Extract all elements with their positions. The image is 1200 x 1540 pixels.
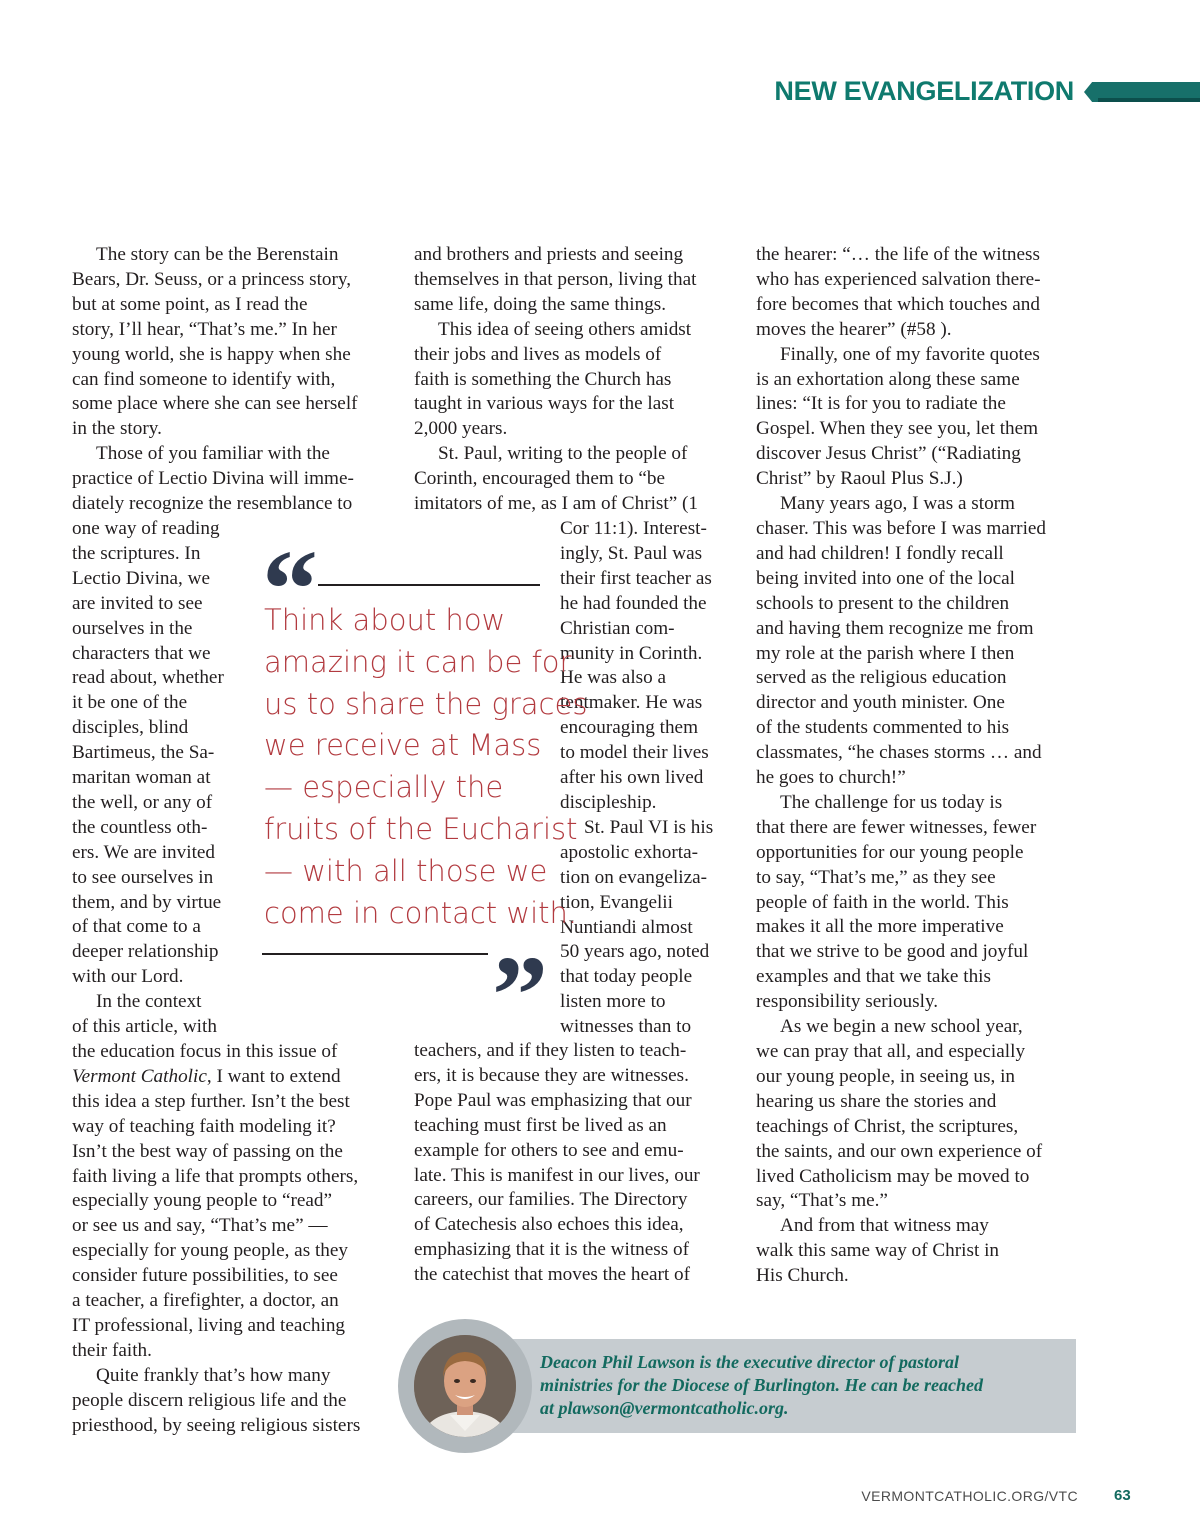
col2-line: imitators of me, as I am of Christ” (1 xyxy=(414,493,699,515)
col1-line: are invited to see xyxy=(72,592,203,614)
pull-quote xyxy=(264,600,587,934)
col1-line: In the context xyxy=(96,991,202,1013)
col2-line: same life, doing the same things. xyxy=(414,293,667,315)
col2-line: munity in Corinth. xyxy=(560,642,703,664)
col2-line: taught in various ways for the last xyxy=(414,393,675,415)
column-2-top xyxy=(414,243,698,517)
col1-line: in the story. xyxy=(72,418,162,440)
col1-line: the countless oth- xyxy=(72,816,208,838)
col1-line: Bears, Dr. Seuss, or a princess story, xyxy=(72,268,352,290)
col1-line: with our Lord. xyxy=(72,966,184,988)
col3-line: Many years ago, I was a storm xyxy=(780,493,1015,515)
col3-line: examples and that we take this xyxy=(756,966,991,988)
col3-line: lived Catholicism may be moved to xyxy=(756,1165,1030,1187)
col3-line: teachings of Christ, the scriptures, xyxy=(756,1115,1019,1137)
col2-line: teachers, and if they listen to teach- xyxy=(414,1040,687,1061)
col3-line: Finally, one of my favorite quotes xyxy=(780,343,1040,365)
section-tab-decoration xyxy=(1084,82,1200,102)
col3-line: that there are fewer witnesses, fewer xyxy=(756,816,1037,838)
author-bio-line: ministries for the Diocese of Burlington. He can be reached xyxy=(540,1375,983,1395)
col2-line: He was also a xyxy=(560,667,667,689)
col3-line: As we begin a new school year, xyxy=(780,1016,1023,1038)
col2-line: Nuntiandi almost xyxy=(560,916,693,938)
col1-line: of this article, with xyxy=(72,1016,217,1038)
pull-quote-line: Think about how xyxy=(264,603,506,637)
col1-line: the well, or any of xyxy=(72,791,213,813)
col3-line: he goes to church!” xyxy=(756,767,906,789)
col3-line: classmates, “he chases storms … and xyxy=(756,742,1042,764)
author-bio xyxy=(540,1351,983,1420)
col1-line: ers. We are invited xyxy=(72,841,216,863)
col3-line: hearing us share the stories and xyxy=(756,1090,997,1112)
col3-line: who has experienced salvation there- xyxy=(756,268,1041,290)
col2-line: their jobs and lives as models of xyxy=(414,343,662,365)
col2-line: teaching must first be lived as an xyxy=(414,1114,667,1136)
col3-line: director and youth minister. One xyxy=(756,692,1005,714)
col1-line: a teacher, a firefighter, a doctor, an xyxy=(72,1290,339,1312)
col1-line: story, I’ll hear, “That’s me.” In her xyxy=(72,318,337,340)
col2-line: he had founded the xyxy=(560,592,707,614)
col2-line: careers, our families. The Directory xyxy=(414,1189,688,1211)
pull-quote-line: us to share the graces xyxy=(264,686,588,721)
section-title: NEW EVANGELIZATION xyxy=(774,76,1074,106)
col3-line: Christ” by Raoul Plus S.J.) xyxy=(756,468,963,490)
col2-line: themselves in that person, living that xyxy=(414,268,697,290)
pull-quote-line: fruits of the Eucharist xyxy=(264,811,578,846)
col2-line: and brothers and priests and seeing xyxy=(414,244,684,265)
pull-quote-line: we receive at Mass xyxy=(264,728,542,763)
col2-line: ers, it is because they are witnesses. xyxy=(414,1064,689,1086)
col2-line: Cor 11:1). Interest- xyxy=(560,518,707,539)
pull-quote-rule-top xyxy=(318,584,540,586)
col3-line: walk this same way of Christ in xyxy=(756,1240,1000,1262)
col2-line: listen more to xyxy=(560,991,666,1013)
col1-line: the scriptures. In xyxy=(72,542,201,564)
pull-quote-line: amazing it can be for xyxy=(264,644,572,679)
col1-line: especially for young people, as they xyxy=(72,1240,348,1262)
col3-line: of the students commented to his xyxy=(756,717,1010,739)
col1-line: IT professional, living and teaching xyxy=(72,1314,346,1336)
col3-line: and having them recognize me from xyxy=(756,617,1034,639)
col2-line: the catechist that moves the heart of xyxy=(414,1264,690,1286)
col1-line: Those of you familiar with the xyxy=(96,443,330,465)
col2-line: tentmaker. He was xyxy=(560,692,703,714)
col1-line: their faith. xyxy=(72,1339,152,1361)
col3-line: fore becomes that which touches and xyxy=(756,293,1040,315)
col1-line: maritan woman at xyxy=(72,767,211,789)
col1-line: to see ourselves in xyxy=(72,866,214,888)
col3-line: say, “That’s me.” xyxy=(756,1190,888,1212)
col1-line: them, and by virtue xyxy=(72,891,222,913)
col3-line: chaser. This was before I was married xyxy=(756,517,1047,539)
footer-website: VERMONTCATHOLIC.ORG/VTC xyxy=(861,1488,1078,1504)
col2-line: to model their lives xyxy=(560,742,709,764)
col3-line: is an exhortation along these same xyxy=(756,368,1020,390)
col2-line: of Catechesis also echoes this idea, xyxy=(414,1214,684,1236)
col1-line: young world, she is happy when she xyxy=(72,343,351,365)
col3-line: my role at the parish where I then xyxy=(756,642,1015,664)
col1-line: Vermont Catholic, I want to extend xyxy=(72,1065,341,1087)
col3-line: the hearer: “… the life of the witness xyxy=(756,244,1040,265)
col1-line: deeper relationship xyxy=(72,941,219,963)
col3-line: makes it all the more imperative xyxy=(756,916,1004,938)
col2-line: their first teacher as xyxy=(560,567,712,589)
col1-line: faith living a life that prompts others, xyxy=(72,1165,359,1187)
col3-line: Gospel. When they see you, let them xyxy=(756,418,1039,440)
author-bio-line: Deacon Phil Lawson is the executive director of pastoral xyxy=(540,1352,959,1372)
publication-title: Vermont Catholic xyxy=(72,1065,207,1087)
col1-line: characters that we xyxy=(72,642,211,664)
col3-line: The challenge for us today is xyxy=(780,791,1003,813)
col1-line: people discern religious life and the xyxy=(72,1389,347,1411)
col3-line: people of faith in the world. This xyxy=(756,891,1009,913)
col3-line: being invited into one of the local xyxy=(756,567,1015,589)
col2-line: late. This is manifest in our lives, our xyxy=(414,1164,700,1186)
col1-line: diately recognize the resemblance to xyxy=(72,493,353,515)
col3-line: moves the hearer” (#58 ). xyxy=(756,318,952,340)
col1-line: way of teaching faith modeling it? xyxy=(72,1115,336,1137)
col2-line: that today people xyxy=(560,966,693,988)
col1-line: practice of Lectio Divina will imme- xyxy=(72,468,354,490)
col1-line: Bartimeus, the Sa- xyxy=(72,742,215,764)
col1-line: ourselves in the xyxy=(72,617,193,639)
close-quote-icon: ” xyxy=(492,934,548,1058)
col1-line: read about, whether xyxy=(72,667,224,689)
col2-line: tion, Evangelii xyxy=(560,891,673,913)
col3-line: lines: “It is for you to radiate the xyxy=(756,393,1006,415)
col1-line: consider future possibilities, to see xyxy=(72,1265,338,1287)
col1-line: it be one of the xyxy=(72,692,188,714)
col2-line: tion on evangeliza- xyxy=(560,866,708,888)
col1-line: this idea a step further. Isn’t the best xyxy=(72,1090,350,1112)
col3-line: that we strive to be good and joyful xyxy=(756,941,1029,963)
col2-line: faith is something the Church has xyxy=(414,368,672,390)
col2-line: witnesses than to xyxy=(560,1016,692,1038)
open-quote-icon: “ xyxy=(262,528,318,652)
pull-quote-line: come in contact with. xyxy=(264,895,578,930)
col1-line: disciples, blind xyxy=(72,717,189,739)
author-bio-line: at plawson@vermontcatholic.org. xyxy=(540,1398,789,1418)
col3-line: and had children! I fondly recall xyxy=(756,542,1004,564)
col3-line: to say, “That’s me,” as they see xyxy=(756,866,996,888)
col1-line: of that come to a xyxy=(72,916,201,938)
col1-line: Isn’t the best way of passing on the xyxy=(72,1140,343,1162)
col1-line: the education focus in this issue of xyxy=(72,1041,338,1062)
page-number: 63 xyxy=(1114,1487,1131,1504)
col3-line: served as the religious education xyxy=(756,667,1007,689)
pull-quote-line: — with all those we xyxy=(264,853,548,888)
col2-line: apostolic exhorta- xyxy=(560,841,698,863)
column-2-bottom xyxy=(414,1039,700,1288)
col2-line: Christian com- xyxy=(560,617,675,639)
pull-quote-rule-bottom xyxy=(262,953,488,955)
col3-line: discover Jesus Christ” (“Radiating xyxy=(756,443,1021,465)
col3-line: And from that witness may xyxy=(780,1215,989,1237)
pull-quote-line: — especially the xyxy=(264,770,504,805)
col1-line: The story can be the Berenstain xyxy=(96,244,339,265)
col1-line: priesthood, by seeing religious sisters xyxy=(72,1414,361,1436)
col3-line: His Church. xyxy=(756,1265,849,1287)
col2-line: This idea of seeing others amidst xyxy=(438,318,692,340)
col1-line: can find someone to identify with, xyxy=(72,368,336,390)
col2-line: discipleship. xyxy=(560,791,657,813)
col2-line: St. Paul VI is his xyxy=(584,816,714,838)
col1-line: or see us and say, “That’s me” — xyxy=(72,1215,328,1237)
col3-line: schools to present to the children xyxy=(756,592,1010,614)
col2-line: after his own lived xyxy=(560,767,704,789)
col3-line: our young people, in seeing us, in xyxy=(756,1065,1015,1087)
col2-line: example for others to see and emu- xyxy=(414,1139,684,1161)
col2-line: St. Paul, writing to the people of xyxy=(438,443,688,465)
col1-line: especially young people to “read” xyxy=(72,1190,332,1212)
col2-line: ingly, St. Paul was xyxy=(560,542,703,564)
col2-line: encouraging them xyxy=(560,717,698,739)
col2-line: Corinth, encouraged them to “be xyxy=(414,468,665,490)
col2-line: 2,000 years. xyxy=(414,418,508,440)
col1-line: some place where she can see herself xyxy=(72,393,358,415)
author-portrait-icon xyxy=(414,1335,516,1437)
col1-line: but at some point, as I read the xyxy=(72,293,308,315)
author-photo-avatar xyxy=(414,1335,516,1437)
col3-line: the saints, and our own experience of xyxy=(756,1140,1043,1162)
col1-line: Quite frankly that’s how many xyxy=(96,1364,331,1386)
col2-line: 50 years ago, noted xyxy=(560,941,710,963)
column-3 xyxy=(756,243,1046,1289)
col2-line: emphasizing that it is the witness of xyxy=(414,1239,689,1261)
col1-line: one way of reading xyxy=(72,517,220,539)
col3-line: opportunities for our young people xyxy=(756,841,1024,863)
col1-line: Lectio Divina, we xyxy=(72,567,210,589)
col2-line: Pope Paul was emphasizing that our xyxy=(414,1089,692,1111)
col3-line: we can pray that all, and especially xyxy=(756,1041,1026,1062)
col3-line: responsibility seriously. xyxy=(756,991,939,1013)
